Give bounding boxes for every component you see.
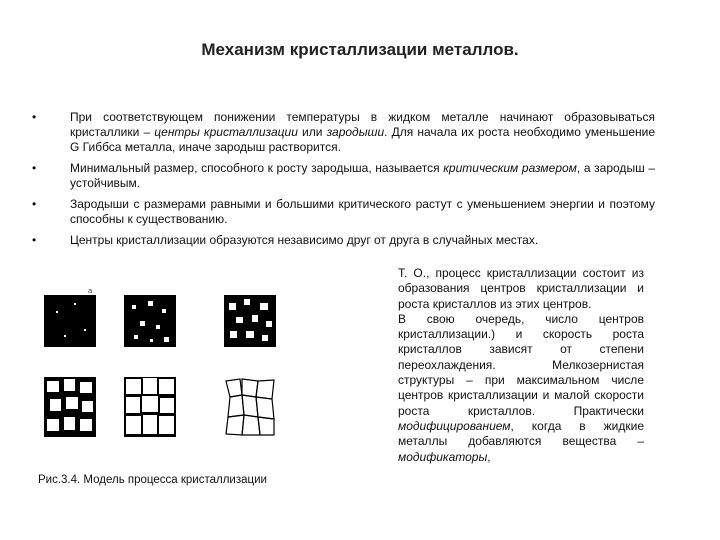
right-text-block	[398, 266, 644, 465]
bullet-icon: •	[32, 233, 37, 247]
stage-b-image	[124, 295, 176, 347]
bullet-icon: •	[32, 110, 37, 124]
stage-c-image	[224, 295, 276, 347]
bullet-icon: •	[32, 161, 37, 175]
paragraph-text: ,	[487, 449, 491, 464]
figure-label: a	[88, 287, 93, 295]
bullet-text: Минимальный размер, способного к росту зародыша, называется	[70, 161, 444, 175]
term-italic: критическим размером	[443, 161, 577, 175]
bullet-text: , а зародыш – устойчивым.	[70, 161, 655, 190]
bullet-icon: •	[32, 197, 37, 211]
stage-f-image	[224, 377, 276, 437]
term-italic: модификаторы	[398, 449, 488, 464]
bullet-list	[30, 110, 655, 254]
stage-d-image	[44, 377, 96, 437]
term-italic: зародыши	[326, 125, 385, 139]
bullet-item	[30, 110, 655, 155]
figure-caption: Рис.3.4. Модель процесса кристаллизации	[38, 474, 267, 486]
term-italic: модифицированием	[398, 418, 511, 433]
page-title: Механизм кристаллизации металлов.	[201, 40, 519, 59]
bullet-text: или	[297, 125, 327, 139]
stage-a-image	[44, 287, 96, 347]
term-italic: центры кристаллизации	[154, 125, 298, 139]
paragraph-text: , когда в жидкие металлы добавляются вещества –	[398, 418, 644, 449]
crystallization-figure	[38, 285, 298, 455]
bullet-text: Центры кристаллизации образуются независимо друг от друга в случайных местах.	[70, 233, 539, 247]
stage-e-image	[124, 377, 176, 437]
bullet-text: . Для начала их роста необходимо уменьшение G Гиббса металла, иначе зародыш растворится.	[70, 125, 656, 154]
bullet-text: При соответствующем понижении температуры в жидком металле начинают образовываться кристаллики –	[70, 110, 655, 139]
bullet-item	[30, 233, 655, 248]
bullet-text: Зародыши с размерами равными и большими критического растут с уменьшением энергии и поэтому способны к существованию.	[70, 197, 655, 226]
right-paragraph-1: Т. О., процесс кристаллизации состоит из образования центров кристаллизации и роста кристаллов из этих центров.	[398, 266, 644, 311]
paragraph-text: В свою очередь, число центров кристаллизации.) и скорость роста кристаллов зависят от степени переохлаждения. Мелкозернистая структуры – при максимальном числе центров кристаллизации и малой скорости роста кристаллов. Практически	[398, 311, 644, 418]
right-paragraph-2	[398, 312, 644, 465]
bullet-item	[30, 197, 655, 227]
bullet-item	[30, 161, 655, 191]
